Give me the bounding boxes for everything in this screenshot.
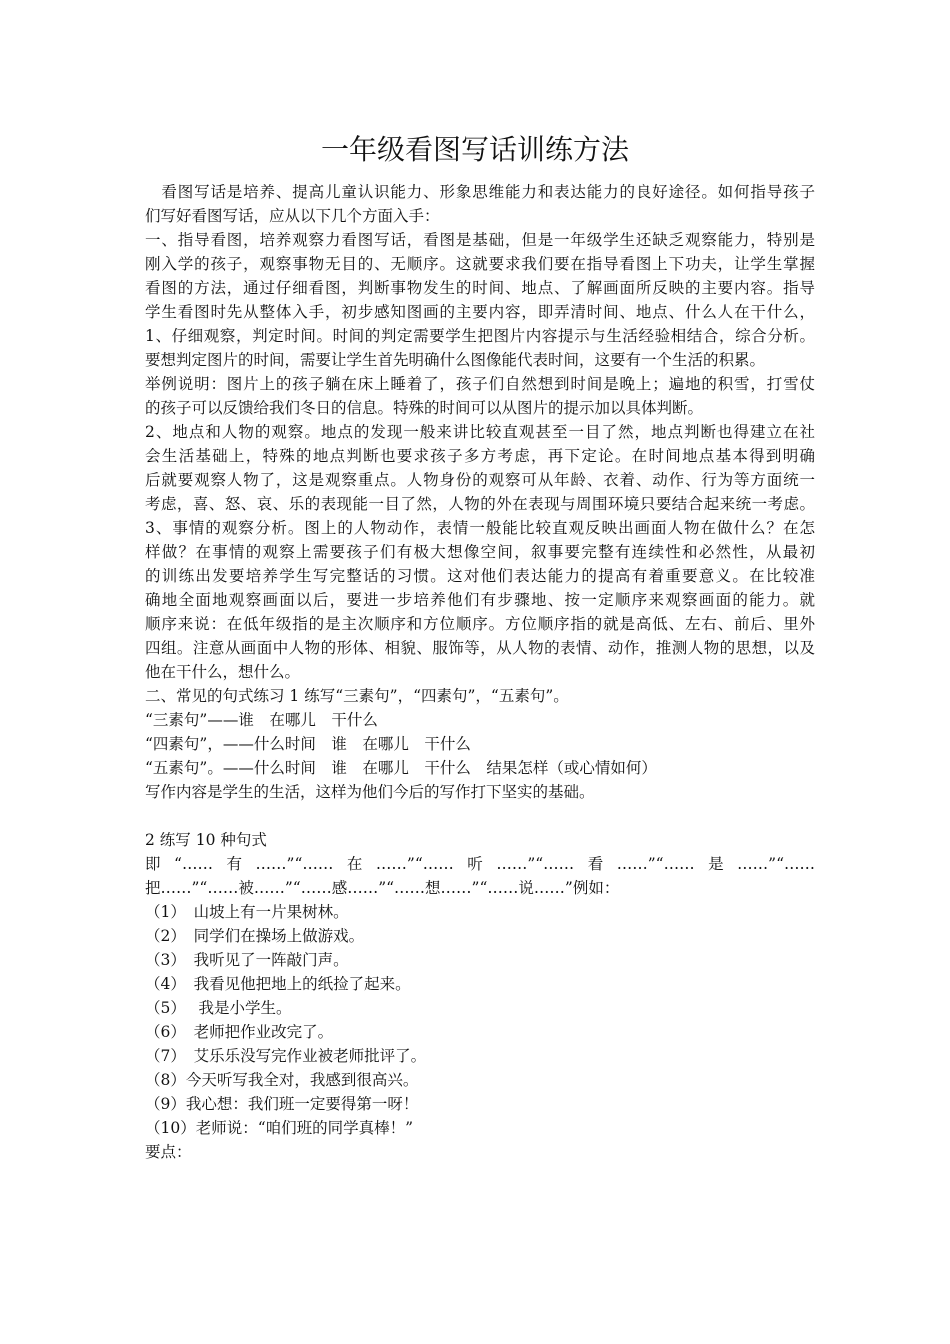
text-line: 考虑，喜、怒、哀、乐的表现能一目了然，人物的外在表现与周围环境只要结合起来统一考虑。 xyxy=(145,495,815,513)
text-line: 会生活基础上，特殊的地点判断也要求孩子多方考虑，再下定论。在时间地点基本得到明确 xyxy=(145,447,815,465)
text-line: 要想判定图片的时间，需要让学生首先明确什么图像能代表时间，这要有一个生活的积累。 xyxy=(145,351,766,369)
text-line: 的训练出发要培养学生写完整话的习惯。这对他们表达能力的提高有着重要意义。在比较准 xyxy=(145,567,815,585)
text-line: 学生看图时先从整体入手，初步感知图画的主要内容，即弄清时间、地点、什么人在干什么， xyxy=(145,303,815,321)
text-line: （9）我心想：我们班一定要得第一呀！ xyxy=(145,1095,419,1113)
text-line: 的孩子可以反馈给我们冬日的信息。特殊的时间可以从图片的提示加以具体判断。 xyxy=(145,399,704,417)
text-line: （10）老师说：“咱们班的同学真棒！” xyxy=(145,1119,414,1137)
text-line: 顺序来说：在低年级指的是主次顺序和方位顺序。方位顺序指的就是高低、左右、前后、里外 xyxy=(145,615,815,633)
text-line: 2、地点和人物的观察。地点的发现一般来讲比较直观甚至一目了然，地点判断也得建立在社 xyxy=(145,423,815,441)
document-title: 一年级看图写话训练方法 xyxy=(320,133,629,166)
text-line: （8）今天听写我全对，我感到很高兴。 xyxy=(145,1071,419,1089)
text-line: 二、常见的句式练习 1 练写“三素句”，“四素句”，“五素句”。 xyxy=(145,687,569,705)
text-line: 看图的方法，通过仔细看图，判断事物发生的时间、地点、了解画面所反映的主要内容。指导 xyxy=(145,279,815,297)
blank-line xyxy=(145,804,815,828)
document-body xyxy=(145,180,815,1164)
text-line: （2） 同学们在操场上做游戏。 xyxy=(145,927,365,945)
text-line: 1、仔细观察，判定时间。时间的判定需要学生把图片内容提示与生活经验相结合，综合分析。 xyxy=(145,327,815,345)
text-line: “四素句”，——什么时间 谁 在哪儿 干什么 xyxy=(145,735,471,753)
text-line: （5） 我是小学生。 xyxy=(145,999,292,1017)
text-line: “五素句”。——什么时间 谁 在哪儿 干什么 结果怎样（或心情如何） xyxy=(145,759,657,777)
text-line: （1） 山坡上有一片果树林。 xyxy=(145,903,349,921)
text-line: 2 练写 10 种句式 xyxy=(145,831,267,849)
text-line: （6） 老师把作业改完了。 xyxy=(145,1023,334,1041)
text-line: 确地全面地观察画面以后，要进一步培养他们有步骤地、按一定顺序来观察画面的能力。就 xyxy=(145,591,815,609)
text-line: （4） 我看见他把地上的纸捡了起来。 xyxy=(145,975,411,993)
text-line: 后就要观察人物了，这是观察重点。人物身份的观察可从年龄、衣着、动作、行为等方面统一 xyxy=(145,471,815,489)
text-line: 们写好看图写话，应从以下几个方面入手： xyxy=(145,207,440,225)
text-line: 举例说明：图片上的孩子躺在床上睡着了，孩子们自然想到时间是晚上；遍地的积雪，打雪仗 xyxy=(145,375,815,393)
text-line: 写作内容是学生的生活，这样为他们今后的写作打下坚实的基础。 xyxy=(145,783,595,801)
text-line: 3、事情的观察分析。图上的人物动作，表情一般能比较直观反映出画面人物在做什么？在怎 xyxy=(145,519,815,537)
text-line: 刚入学的孩子，观察事物无目的、无顺序。这就要求我们要在指导看图上下功夫，让学生掌握 xyxy=(145,255,815,273)
text-line: （7） 艾乐乐没写完作业被老师批评了。 xyxy=(145,1047,427,1065)
text-line: 一、指导看图，培养观察力看图写话，看图是基础，但是一年级学生还缺乏观察能力，特别是 xyxy=(145,231,815,249)
text-line: “三素句”——谁 在哪儿 干什么 xyxy=(145,711,378,729)
text-line: 四组。注意从画面中人物的形体、相貌、服饰等，从人物的表情、动作，推测人物的思想，以及 xyxy=(145,639,815,657)
text-line: 把……”“……被……”“……感……”“……想……”“……说……”例如： xyxy=(145,879,620,897)
text-line: 要点： xyxy=(145,1143,192,1161)
text-line: 他在干什么，想什么。 xyxy=(145,663,301,681)
text-line: 看图写话是培养、提高儿童认识能力、形象思维能力和表达能力的良好途径。如何指导孩子 xyxy=(145,183,815,201)
text-line: 即“……有……”“……在……”“……听……”“……看……”“……是……”“…… xyxy=(145,855,815,873)
text-line: 样做？在事情的观察上需要孩子们有极大想像空间，叙事要完整有连续性和必然性，从最初 xyxy=(145,543,815,561)
text-line: （3） 我听见了一阵敲门声。 xyxy=(145,951,349,969)
